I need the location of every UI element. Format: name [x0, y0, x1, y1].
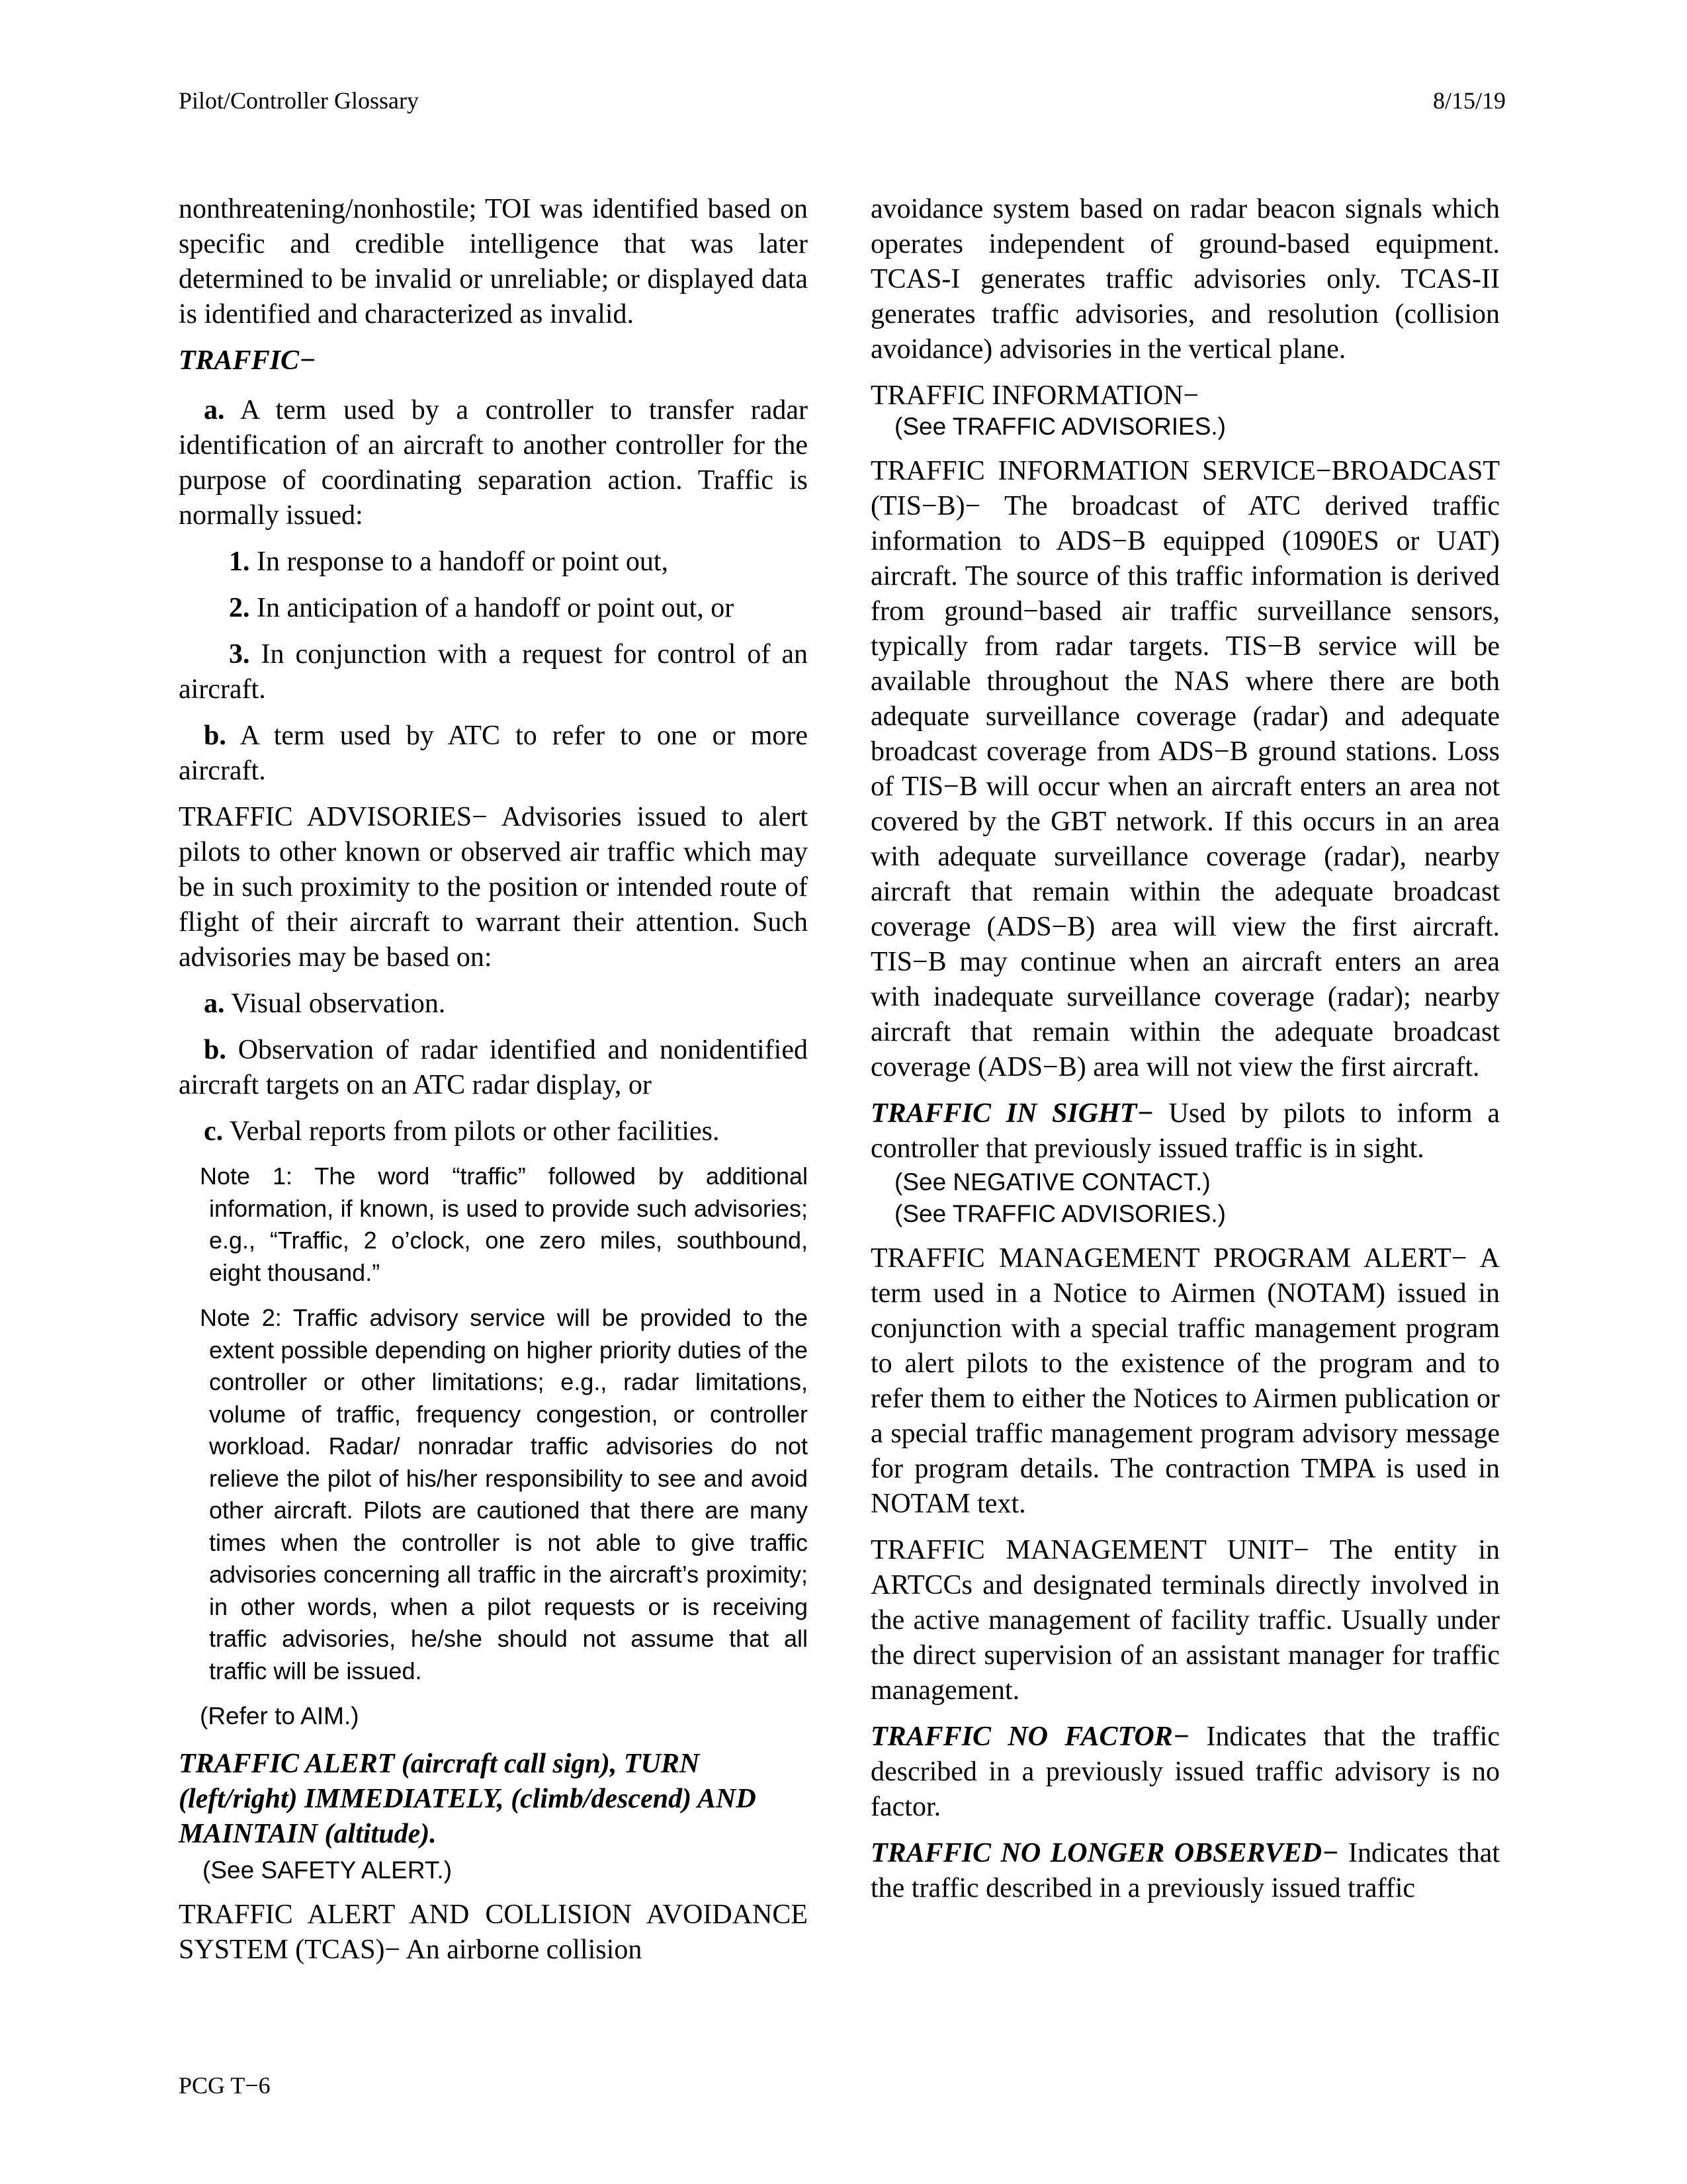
term-traffic-no-factor — [871, 1720, 1500, 1825]
item-tag: 3. — [229, 639, 250, 670]
left-column — [179, 192, 808, 1979]
term-traffic-in-sight — [871, 1096, 1500, 1166]
page-number: PCG T−6 — [179, 2072, 271, 2099]
term-traffic-advisories — [179, 800, 808, 975]
traffic-item-3 — [179, 637, 808, 707]
continued-definition: nonthreatening/nonhostile; TOI was identified based on specific and credible intelligence that was later determined to be invalid or unreliable; or displayed data is identified and characterized as invalid. — [179, 194, 808, 329]
advisories-item-a — [179, 986, 808, 1022]
see-negative-contact: (See NEGATIVE CONTACT.) — [894, 1168, 1211, 1196]
item-tag: c. — [204, 1116, 224, 1147]
term-definition: Indicates that the traffic described in a previously issued traffic advisory is no factor. — [871, 1722, 1500, 1822]
item-text: In response to a handoff or point out, — [249, 546, 669, 577]
term-traffic: TRAFFIC− — [179, 345, 316, 376]
item-text: In anticipation of a handoff or point out, or — [249, 593, 734, 623]
advisories-item-c — [179, 1114, 808, 1149]
note-2: Note 2: Traffic advisory service will be provided to the extent possible depending on higher priority duties of the controller or other limitations; e.g., radar limitations, volume of traffic, frequency congestion, or controller workload. Radar/ nonradar traffic advisories do not relieve the pilot of his/her responsibility to see and avoid other aircraft. Pilots are cautioned that there are many times when the controller is not able to give traffic advisories concerning all traffic in the aircraft’s proximity; in other words, when a pilot requests or is receiving traffic advisories, he/she should not assume that all traffic will be issued. — [200, 1304, 808, 1684]
item-text: In conjunction with a request for control of an aircraft. — [179, 639, 808, 705]
traffic-item-2 — [179, 591, 808, 626]
note-1: Note 1: The word “traffic” followed by additional information, if known, is used to provide such advisories; e.g., “Traffic, 2 o’clock, one zero miles, southbound, eight thousand.” — [200, 1162, 808, 1286]
term-label: TRAFFIC IN SIGHT− — [871, 1098, 1154, 1129]
item-text: Observation of radar identified and nonidentified aircraft targets on an ATC radar display, or — [179, 1035, 808, 1100]
running-header-date: 8/15/19 — [1432, 87, 1506, 114]
term-tmpa: TRAFFIC MANAGEMENT PROGRAM ALERT− A term used in a Notice to Airmen (NOTAM) issued in conjunction with a special traffic management program to alert pilots to the existence of the program and to refer them to either the Notices to Airmen publication or a special traffic management program advisory message for program details. The contraction TMPA is used in NOTAM text. — [871, 1243, 1500, 1519]
term-label: TRAFFIC ADVISORIES− — [179, 802, 488, 832]
item-tag: a. — [204, 988, 225, 1019]
cross-reference-aim: (Refer to AIM.) — [200, 1702, 359, 1729]
tcas-continued: avoidance system based on radar beacon signals which operates independent of ground-based equipment. TCAS-I generates traffic advisories only. TCAS-II generates traffic advisories, and resolution (collision avoidance) advisories in the vertical plane. — [871, 194, 1500, 365]
term-definition: Used by pilots to inform a controller that previously issued traffic is in sight. — [871, 1098, 1500, 1164]
advisories-item-b — [179, 1033, 808, 1103]
traffic-item-a — [179, 393, 808, 533]
see-safety-alert: (See SAFETY ALERT.) — [202, 1856, 453, 1884]
item-text: A term used by ATC to refer to one or more aircraft. — [179, 721, 808, 786]
traffic-item-1 — [179, 545, 808, 580]
item-text: Visual observation. — [224, 988, 446, 1019]
see-traffic-advisories: (See TRAFFIC ADVISORIES.) — [894, 413, 1226, 440]
term-tis-b: TRAFFIC INFORMATION SERVICE−BROADCAST (TIS−B)− The broadcast of ATC derived traffic information to ADS−B equipped (1090ES or UAT) aircraft. The source of this traffic information is derived from ground−based air traffic surveillance sensors, typically from radar targets. TIS−B service will be available throughout the NAS where there are both adequate surveillance coverage (radar) and adequate broadcast coverage from ADS−B ground stations. Loss of TIS−B will occur when an aircraft enters an area not covered by the GBT network. If this occurs in an area with adequate surveillance coverage (radar), nearby aircraft that remain within the adequate broadcast coverage (ADS−B) area will view the first aircraft. TIS−B may continue when an aircraft enters an area with inadequate surveillance coverage (radar); nearby aircraft that remain within the adequate broadcast coverage (ADS−B) area will not view the first aircraft. — [871, 456, 1500, 1082]
traffic-item-b — [179, 719, 808, 789]
term-tcas: TRAFFIC ALERT AND COLLISION AVOIDANCE SYSTEM (TCAS)− An airborne collision — [179, 1900, 808, 1965]
term-label: TRAFFIC NO FACTOR− — [871, 1722, 1190, 1752]
item-tag: a. — [204, 395, 225, 425]
term-traffic-no-longer-observed — [871, 1836, 1500, 1906]
item-tag: 1. — [229, 546, 250, 577]
term-traffic-alert: TRAFFIC ALERT (aircraft call sign), TURN (left/right) IMMEDIATELY, (climb/descend) AND MAINTAIN (altitude). — [179, 1749, 756, 1849]
running-header-title: Pilot/Controller Glossary — [179, 87, 419, 114]
item-text: Verbal reports from pilots or other facilities. — [223, 1116, 720, 1147]
see-traffic-advisories-2: (See TRAFFIC ADVISORIES.) — [894, 1200, 1226, 1227]
right-column — [871, 192, 1500, 1917]
term-label: TRAFFIC NO LONGER OBSERVED− — [871, 1838, 1339, 1868]
item-tag: b. — [204, 1035, 226, 1065]
term-definition: Indicates that the traffic described in a previously issued traffic — [871, 1838, 1500, 1903]
term-definition: Advisories issued to alert pilots to other known or observed air traffic which may be in such proximity to the position or intended route of flight of their aircraft to warrant their attention. Such advisories may be based on: — [179, 802, 808, 973]
item-tag: 2. — [229, 593, 250, 623]
item-text: A term used by a controller to transfer radar identification of an aircraft to another controller for the purpose of coordinating separation action. Traffic is normally issued: — [179, 395, 808, 531]
item-tag: b. — [204, 721, 226, 751]
term-traffic-information: TRAFFIC INFORMATION− — [871, 380, 1199, 411]
term-tmu: TRAFFIC MANAGEMENT UNIT− The entity in ARTCCs and designated terminals directly involved in the active management of facility traffic. Usually under the direct supervision of an assistant manager for traffic management. — [871, 1535, 1500, 1706]
